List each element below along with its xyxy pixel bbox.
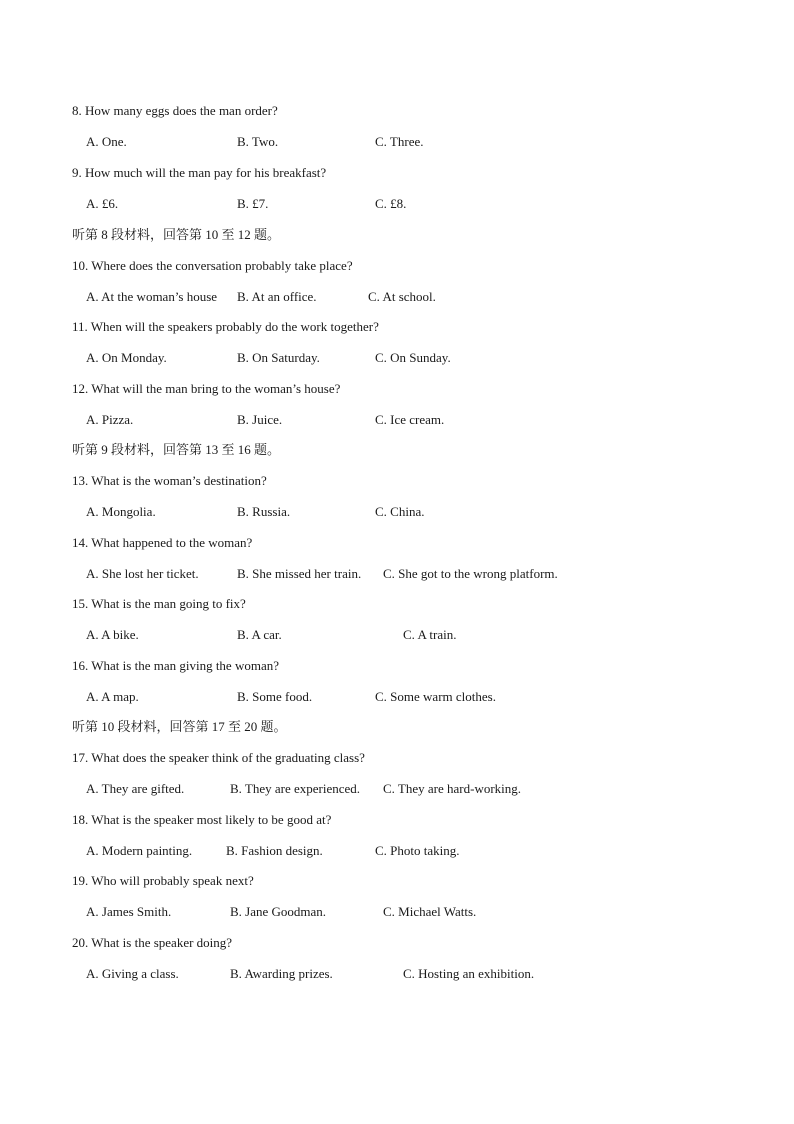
option-b: B. On Saturday. (237, 350, 320, 365)
option-b: B. A car. (237, 627, 282, 642)
question-12: 12. What will the man bring to the woman’s house? (72, 381, 341, 396)
question-11: 11. When will the speakers probably do the work together? (72, 319, 379, 334)
option-c: C. £8. (375, 196, 407, 211)
question-16: 16. What is the man giving the woman? (72, 658, 279, 673)
option-c: C. China. (375, 504, 425, 519)
option-c: C. Three. (375, 134, 424, 149)
option-c: C. Ice cream. (375, 412, 445, 427)
question-18: 18. What is the speaker most likely to be good at? (72, 812, 332, 827)
option-c: C. She got to the wrong platform. (383, 566, 558, 581)
option-c: C. Photo taking. (375, 843, 460, 858)
question-14: 14. What happened to the woman? (72, 535, 253, 550)
option-b: B. She missed her train. (237, 566, 362, 581)
option-a: A. On Monday. (86, 350, 167, 365)
section-heading-9: 听第 9 段材料，回答第 13 至 16 题。 (72, 442, 281, 457)
question-19: 19. Who will probably speak next? (72, 873, 254, 888)
option-b: B. £7. (237, 196, 269, 211)
option-a: A. They are gifted. (86, 781, 185, 796)
option-b: B. Two. (237, 134, 279, 149)
option-b: B. Awarding prizes. (230, 966, 333, 981)
option-a: A. Mongolia. (86, 504, 156, 519)
question-10: 10. Where does the conversation probably take place? (72, 258, 353, 273)
option-b: B. Some food. (237, 689, 313, 704)
option-c: C. Michael Watts. (383, 904, 477, 919)
option-c: C. At school. (368, 289, 436, 304)
option-b: B. They are experienced. (230, 781, 361, 796)
option-a: A. Giving a class. (86, 966, 179, 981)
option-a: A. £6. (86, 196, 119, 211)
option-a: A. James Smith. (86, 904, 172, 919)
option-a: A. At the woman’s house (86, 289, 218, 304)
question-13: 13. What is the woman’s destination? (72, 473, 267, 488)
option-a: A. Modern painting. (86, 843, 193, 858)
option-b: B. Juice. (237, 412, 283, 427)
section-heading-10: 听第 10 段材料，回答第 17 至 20 题。 (72, 719, 287, 734)
section-heading-8: 听第 8 段材料，回答第 10 至 12 题。 (72, 227, 281, 242)
option-a: A. A map. (86, 689, 139, 704)
option-c: C. Some warm clothes. (375, 689, 496, 704)
option-c: C. A train. (403, 627, 457, 642)
question-20: 20. What is the speaker doing? (72, 935, 233, 950)
option-c: C. On Sunday. (375, 350, 451, 365)
option-a: A. One. (86, 134, 127, 149)
option-c: C. Hosting an exhibition. (403, 966, 535, 981)
option-b: B. Fashion design. (226, 843, 323, 858)
option-b: B. Russia. (237, 504, 291, 519)
question-9: 9. How much will the man pay for his breakfast? (72, 165, 327, 180)
option-a: A. A bike. (86, 627, 139, 642)
option-a: A. Pizza. (86, 412, 134, 427)
option-b: B. Jane Goodman. (230, 904, 327, 919)
option-c: C. They are hard-working. (383, 781, 522, 796)
question-17: 17. What does the speaker think of the graduating class? (72, 750, 365, 765)
option-a: A. She lost her ticket. (86, 566, 199, 581)
option-b: B. At an office. (237, 289, 317, 304)
question-8: 8. How many eggs does the man order? (72, 103, 278, 118)
question-15: 15. What is the man going to fix? (72, 596, 246, 611)
